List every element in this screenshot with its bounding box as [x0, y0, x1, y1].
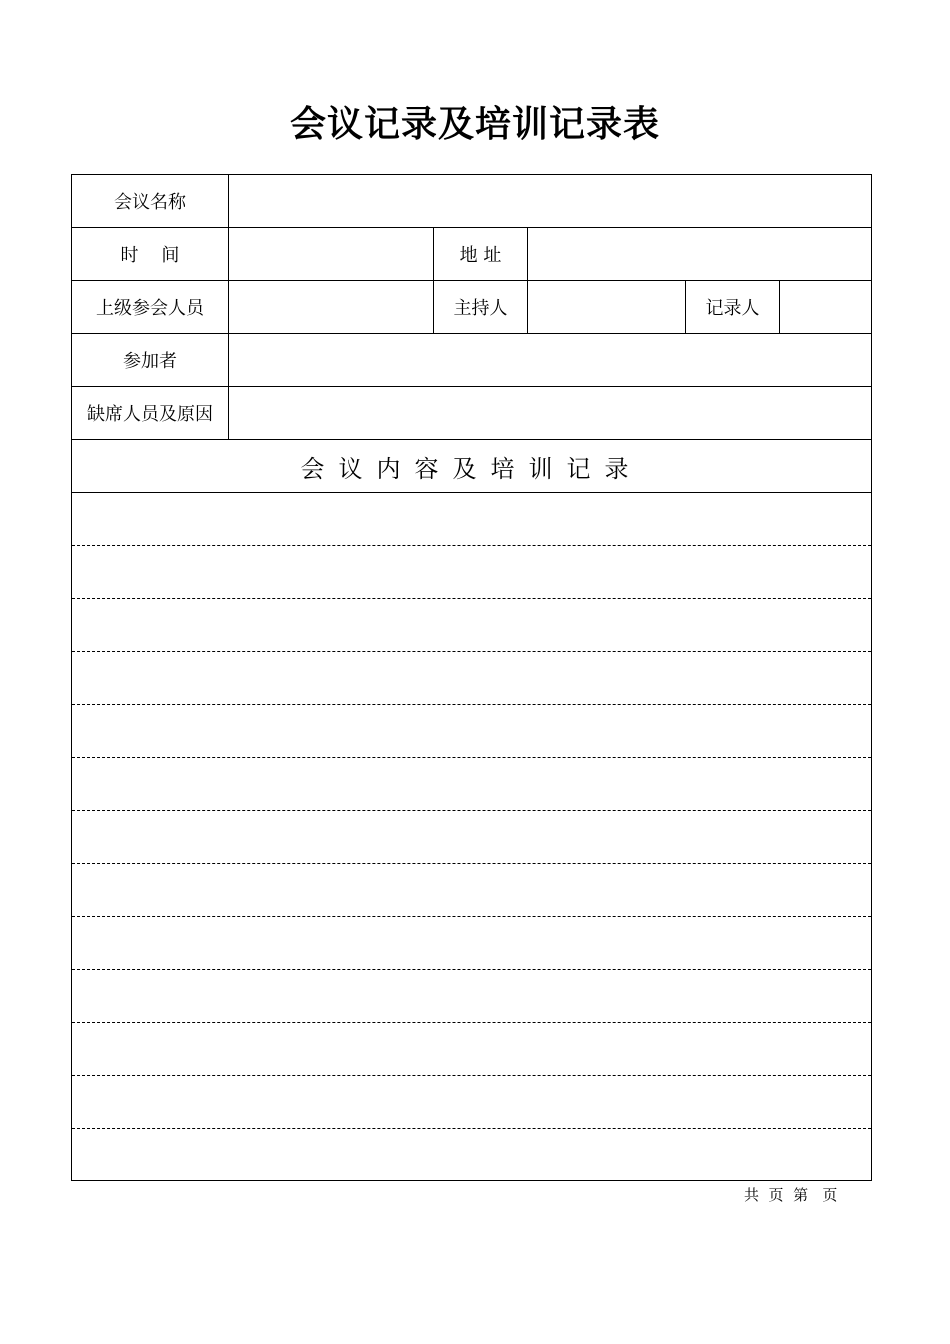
- host-field[interactable]: [528, 281, 685, 333]
- senior-attendees-field[interactable]: [229, 281, 433, 333]
- writing-line[interactable]: [72, 1075, 871, 1076]
- writing-line[interactable]: [72, 969, 871, 970]
- senior-attendees-label: 上级参会人员: [96, 298, 204, 319]
- writing-line[interactable]: [72, 810, 871, 811]
- writing-line[interactable]: [72, 704, 871, 705]
- page-count-footer: 共 页 第 页: [744, 1186, 838, 1204]
- writing-line[interactable]: [72, 863, 871, 864]
- writing-line[interactable]: [72, 916, 871, 917]
- participants-field[interactable]: [229, 334, 871, 386]
- time-field[interactable]: [229, 228, 433, 280]
- host-label: 主持人: [453, 298, 508, 319]
- recorder-field[interactable]: [780, 281, 871, 333]
- address-field[interactable]: [528, 228, 871, 280]
- time-label: 时 间: [120, 245, 180, 266]
- participants-label: 参加者: [123, 351, 177, 372]
- meeting-name-field[interactable]: [229, 175, 871, 227]
- page-title: 会议记录及培训记录表: [289, 104, 660, 145]
- writing-line[interactable]: [72, 1022, 871, 1023]
- absentees-field[interactable]: [229, 387, 871, 439]
- writing-line[interactable]: [72, 598, 871, 599]
- writing-line[interactable]: [72, 757, 871, 758]
- meeting-name-label: 会议名称: [114, 192, 186, 213]
- meeting-record-form: [71, 174, 872, 1181]
- writing-line[interactable]: [72, 651, 871, 652]
- writing-line[interactable]: [72, 545, 871, 546]
- content-section-title: 会议内容及培训记录: [300, 454, 643, 483]
- row-divider: [72, 492, 871, 493]
- recorder-label: 记录人: [705, 298, 760, 319]
- address-label: 地 址: [459, 245, 502, 266]
- writing-line[interactable]: [72, 1128, 871, 1129]
- absentees-label: 缺席人员及原因: [87, 404, 213, 425]
